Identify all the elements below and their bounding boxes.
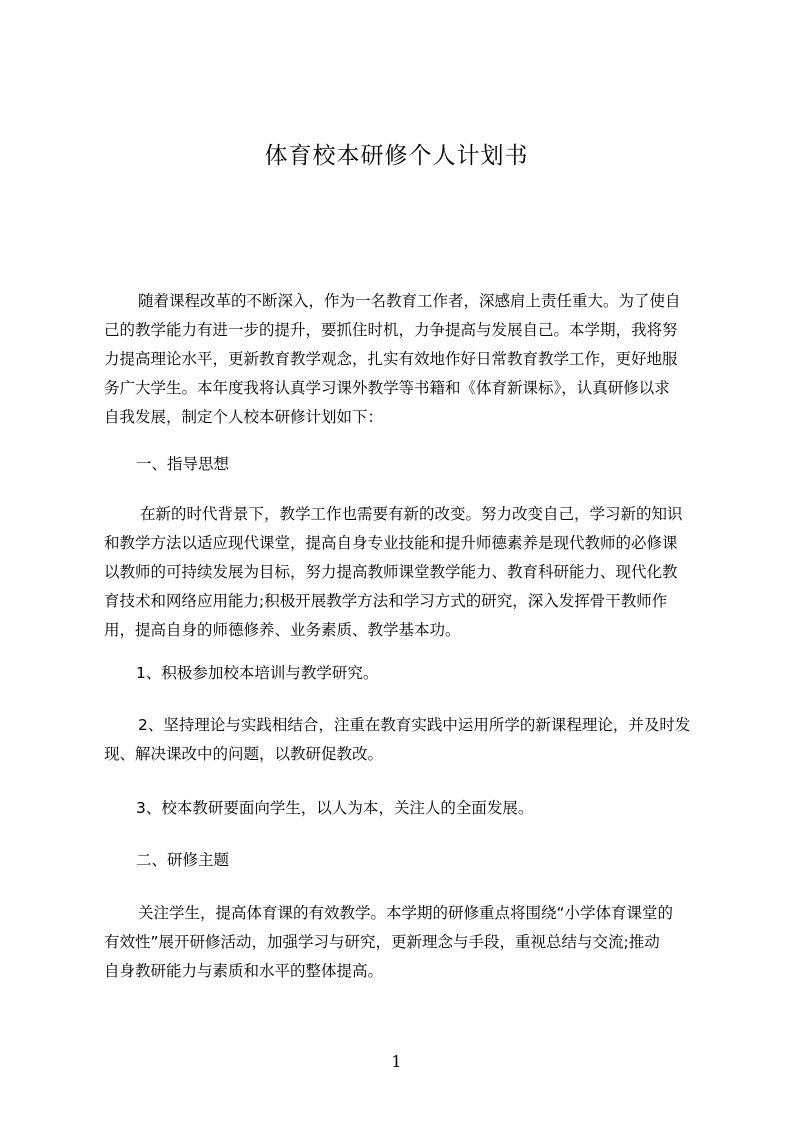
- intro-paragraph: [104, 287, 710, 432]
- text-line: 自身教研能力与素质和水平的整体提高。: [104, 962, 384, 980]
- page-number: 1: [391, 1052, 402, 1071]
- section-heading-guiding-ideology: 一、指导思想: [136, 455, 230, 473]
- text-line: 和教学方法以适应现代课堂，提高自身专业技能和提升师德素养是现代教师的必修课: [104, 534, 678, 552]
- text-line: 有效性”展开研修活动，加强学习与研究，更新理念与手段，重视总结与交流;推动: [104, 933, 660, 951]
- text-line: 2、坚持理论与实践相结合，注重在教育实践中运用所学的新课程理论，并及时发: [138, 716, 691, 734]
- text-line: 在新的时代背景下，教学工作也需要有新的改变。努力改变自己，学习新的知识: [140, 505, 683, 523]
- text-line: 用，提高自身的师德修养、业务素质、教学基本功。: [104, 621, 461, 639]
- text-line: 务广大学生。本年度我将认真学习课外教学等书籍和《体育新课标》，认真研修以求: [104, 379, 670, 397]
- document-title: 体育校本研修个人计划书: [264, 143, 529, 169]
- text-line: 随着课程改革的不断深入，作为一名教育工作者，深感肩上责任重大。为了使自: [138, 292, 681, 310]
- guiding-ideology-paragraph: [104, 500, 710, 645]
- research-theme-paragraph: [104, 899, 710, 986]
- text-line: 育技术和网络应用能力;积极开展教学方法和学习方式的研究，深入发挥骨干教师作: [104, 592, 668, 610]
- text-line: 关注学生，提高体育课的有效教学。本学期的研修重点将围绕“小学体育课堂的: [138, 904, 674, 922]
- list-item-1: 1、积极参加校本培训与教学研究。: [136, 664, 379, 682]
- list-item-2: [104, 711, 710, 769]
- text-line: 以教师的可持续发展为目标，努力提高教师课堂教学能力、教育科研能力、现代化教: [104, 563, 678, 581]
- text-line: 力提高理论水平，更新教育教学观念，扎实有效地作好日常教育教学工作，更好地服: [104, 350, 678, 368]
- list-item-3: 3、校本教研要面向学生，以人为本，关注人的全面发展。: [136, 799, 534, 817]
- text-line: 己的教学能力有进一步的提升，要抓住时机，力争提高与发展自己。本学期，我将努: [104, 321, 678, 339]
- section-heading-research-theme: 二、研修主题: [136, 851, 230, 869]
- text-line: 现、解决课改中的问题，以教研促教改。: [104, 745, 384, 763]
- text-line: 自我发展，制定个人校本研修计划如下：: [104, 408, 384, 426]
